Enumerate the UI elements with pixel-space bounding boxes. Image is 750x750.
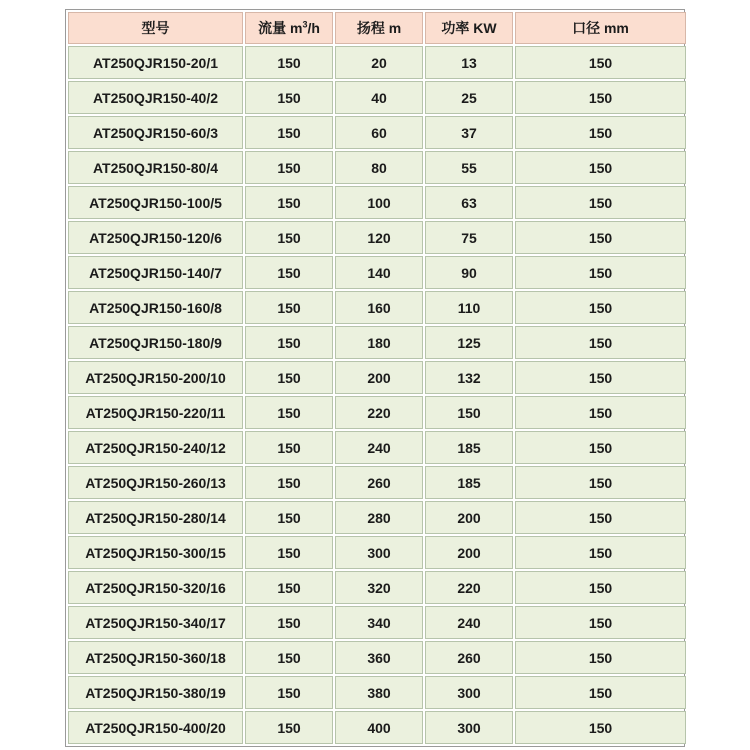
table-row xyxy=(68,221,686,254)
cell-power: 63 xyxy=(425,186,513,219)
cell-flow: 150 xyxy=(245,431,333,464)
cell-model: AT250QJR150-140/7 xyxy=(68,256,243,289)
cell-head: 100 xyxy=(335,186,423,219)
spec-table-frame xyxy=(65,9,685,747)
cell-diameter: 150 xyxy=(515,81,686,114)
cell-power: 37 xyxy=(425,116,513,149)
cell-head: 220 xyxy=(335,396,423,429)
cell-flow: 150 xyxy=(245,571,333,604)
cell-head: 20 xyxy=(335,46,423,79)
cell-flow: 150 xyxy=(245,396,333,429)
cell-head: 40 xyxy=(335,81,423,114)
table-row xyxy=(68,676,686,709)
cell-head: 80 xyxy=(335,151,423,184)
table-row xyxy=(68,431,686,464)
cell-diameter: 150 xyxy=(515,606,686,639)
cell-power: 260 xyxy=(425,641,513,674)
header-model: 型号 xyxy=(68,12,243,44)
cell-model: AT250QJR150-260/13 xyxy=(68,466,243,499)
header-power: 功率 KW xyxy=(425,12,513,44)
cell-diameter: 150 xyxy=(515,711,686,744)
cell-model: AT250QJR150-60/3 xyxy=(68,116,243,149)
cell-diameter: 150 xyxy=(515,326,686,359)
cell-power: 13 xyxy=(425,46,513,79)
cell-diameter: 150 xyxy=(515,571,686,604)
cell-power: 200 xyxy=(425,501,513,534)
cell-head: 380 xyxy=(335,676,423,709)
cell-head: 180 xyxy=(335,326,423,359)
cell-diameter: 150 xyxy=(515,396,686,429)
cell-head: 280 xyxy=(335,501,423,534)
cell-diameter: 150 xyxy=(515,466,686,499)
cell-diameter: 150 xyxy=(515,186,686,219)
cell-power: 132 xyxy=(425,361,513,394)
table-row xyxy=(68,291,686,324)
header-flow-sup: 3 xyxy=(302,19,308,30)
table-row xyxy=(68,466,686,499)
cell-model: AT250QJR150-200/10 xyxy=(68,361,243,394)
cell-flow: 150 xyxy=(245,501,333,534)
cell-diameter: 150 xyxy=(515,256,686,289)
cell-head: 200 xyxy=(335,361,423,394)
table-row xyxy=(68,501,686,534)
cell-diameter: 150 xyxy=(515,536,686,569)
cell-flow: 150 xyxy=(245,81,333,114)
header-diameter: 口径 mm xyxy=(515,12,686,44)
cell-diameter: 150 xyxy=(515,641,686,674)
cell-head: 140 xyxy=(335,256,423,289)
cell-power: 220 xyxy=(425,571,513,604)
cell-flow: 150 xyxy=(245,46,333,79)
cell-flow: 150 xyxy=(245,466,333,499)
cell-head: 300 xyxy=(335,536,423,569)
cell-head: 240 xyxy=(335,431,423,464)
table-row xyxy=(68,536,686,569)
cell-flow: 150 xyxy=(245,641,333,674)
cell-diameter: 150 xyxy=(515,221,686,254)
table-row xyxy=(68,571,686,604)
cell-head: 360 xyxy=(335,641,423,674)
cell-diameter: 150 xyxy=(515,501,686,534)
cell-head: 120 xyxy=(335,221,423,254)
cell-flow: 150 xyxy=(245,116,333,149)
cell-power: 200 xyxy=(425,536,513,569)
table-row xyxy=(68,256,686,289)
header-head: 扬程 m xyxy=(335,12,423,44)
cell-diameter: 150 xyxy=(515,46,686,79)
cell-model: AT250QJR150-100/5 xyxy=(68,186,243,219)
cell-model: AT250QJR150-80/4 xyxy=(68,151,243,184)
cell-flow: 150 xyxy=(245,606,333,639)
cell-model: AT250QJR150-160/8 xyxy=(68,291,243,324)
cell-model: AT250QJR150-40/2 xyxy=(68,81,243,114)
cell-flow: 150 xyxy=(245,711,333,744)
table-row xyxy=(68,396,686,429)
cell-flow: 150 xyxy=(245,151,333,184)
cell-power: 185 xyxy=(425,466,513,499)
header-row xyxy=(68,12,686,44)
cell-head: 320 xyxy=(335,571,423,604)
cell-head: 60 xyxy=(335,116,423,149)
cell-head: 160 xyxy=(335,291,423,324)
cell-power: 300 xyxy=(425,676,513,709)
cell-model: AT250QJR150-20/1 xyxy=(68,46,243,79)
pump-spec-table xyxy=(66,10,688,746)
header-flow xyxy=(245,12,333,44)
table-body xyxy=(68,46,686,744)
cell-power: 185 xyxy=(425,431,513,464)
table-row xyxy=(68,81,686,114)
cell-head: 260 xyxy=(335,466,423,499)
cell-diameter: 150 xyxy=(515,151,686,184)
header-flow-unit: /h xyxy=(307,20,320,36)
cell-head: 340 xyxy=(335,606,423,639)
table-row xyxy=(68,116,686,149)
table-row xyxy=(68,361,686,394)
table-row xyxy=(68,641,686,674)
table-row xyxy=(68,326,686,359)
cell-flow: 150 xyxy=(245,361,333,394)
cell-diameter: 150 xyxy=(515,291,686,324)
cell-flow: 150 xyxy=(245,536,333,569)
table-row xyxy=(68,151,686,184)
cell-power: 90 xyxy=(425,256,513,289)
cell-diameter: 150 xyxy=(515,431,686,464)
cell-diameter: 150 xyxy=(515,676,686,709)
cell-power: 300 xyxy=(425,711,513,744)
header-flow-label: 流量 m xyxy=(258,20,303,36)
cell-power: 55 xyxy=(425,151,513,184)
cell-flow: 150 xyxy=(245,676,333,709)
cell-model: AT250QJR150-120/6 xyxy=(68,221,243,254)
cell-model: AT250QJR150-400/20 xyxy=(68,711,243,744)
cell-power: 240 xyxy=(425,606,513,639)
cell-model: AT250QJR150-280/14 xyxy=(68,501,243,534)
cell-model: AT250QJR150-340/17 xyxy=(68,606,243,639)
cell-model: AT250QJR150-220/11 xyxy=(68,396,243,429)
cell-model: AT250QJR150-180/9 xyxy=(68,326,243,359)
cell-power: 110 xyxy=(425,291,513,324)
table-row xyxy=(68,186,686,219)
table-row xyxy=(68,711,686,744)
cell-power: 125 xyxy=(425,326,513,359)
cell-diameter: 150 xyxy=(515,361,686,394)
cell-model: AT250QJR150-380/19 xyxy=(68,676,243,709)
cell-model: AT250QJR150-240/12 xyxy=(68,431,243,464)
cell-flow: 150 xyxy=(245,291,333,324)
table-row xyxy=(68,606,686,639)
cell-power: 25 xyxy=(425,81,513,114)
cell-flow: 150 xyxy=(245,221,333,254)
cell-diameter: 150 xyxy=(515,116,686,149)
cell-model: AT250QJR150-360/18 xyxy=(68,641,243,674)
cell-power: 150 xyxy=(425,396,513,429)
cell-flow: 150 xyxy=(245,326,333,359)
table-row xyxy=(68,46,686,79)
cell-model: AT250QJR150-300/15 xyxy=(68,536,243,569)
cell-power: 75 xyxy=(425,221,513,254)
cell-model: AT250QJR150-320/16 xyxy=(68,571,243,604)
cell-head: 400 xyxy=(335,711,423,744)
cell-flow: 150 xyxy=(245,186,333,219)
cell-flow: 150 xyxy=(245,256,333,289)
